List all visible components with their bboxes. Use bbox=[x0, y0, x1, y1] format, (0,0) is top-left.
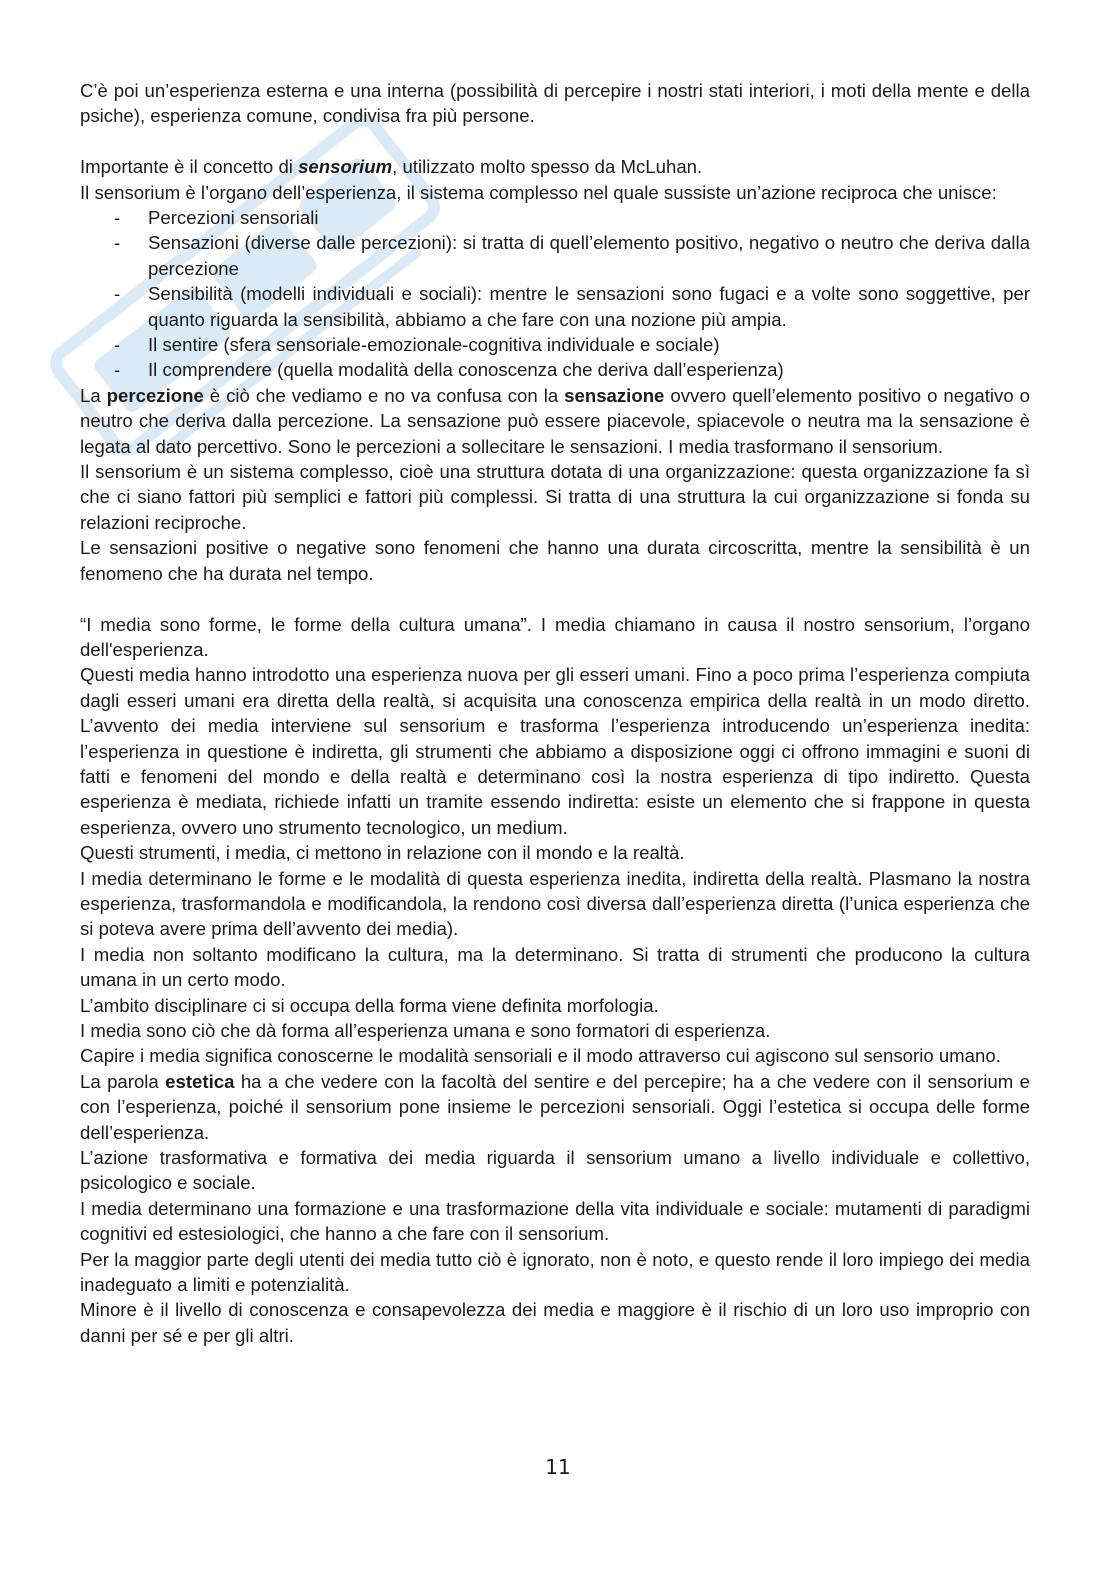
text-run: ovvero quell’elemento positivo o negativo o neutro che deriva dalla percezione. La sensazione può essere piacevole, spiacevole o neutra ma la sensazione è legata al dato percettivo. Sono le percezioni a sollecitare le sensazioni. I media trasformano il sensorium. bbox=[80, 384, 1030, 457]
text-run: La bbox=[80, 384, 107, 406]
paragraph: I media sono ciò che dà forma all’esperienza umana e sono formatori di esperienza. bbox=[80, 1020, 771, 1041]
text-run: ha a che vedere con la facoltà del sentire e del percepire; ha a che vedere con il sensorium e con l’esperienza, poiché il sensorium pone insieme le percezioni sensoriali. Oggi l’estetica si occupa delle forme dell’esperienza. bbox=[80, 1070, 1030, 1143]
paragraph: Le sensazioni positive o negative sono fenomeni che hanno una durata circoscritta, mentre la sensibilità è un fenomeno che ha durata nel tempo. bbox=[80, 537, 1030, 584]
paragraph-estetica bbox=[80, 1069, 1030, 1145]
text-run: è ciò che vediamo e no va confusa con la bbox=[203, 384, 565, 406]
text-run: , utilizzato molto spesso da McLuhan. bbox=[392, 156, 703, 178]
paragraph-perception bbox=[80, 383, 1030, 459]
paragraph: Il sensorium è l’organo dell’esperienza, il sistema complesso nel quale sussiste un’azione reciproca che unisce: bbox=[80, 181, 997, 203]
sensorium-components-list bbox=[80, 205, 1030, 383]
term-percezione: percezione bbox=[106, 384, 204, 406]
term-estetica: estetica bbox=[165, 1070, 235, 1092]
term-sensazione: sensazione bbox=[564, 384, 665, 406]
paragraph: L’ambito disciplinare ci si occupa della forma viene definita morfologia. bbox=[80, 994, 659, 1016]
paragraph-gap bbox=[80, 129, 1030, 154]
paragraph: I media determinano una formazione e una trasformazione della vita individuale e sociale: mutamenti di paradigmi cognitivi ed estesiologici, che hanno a che fare con il sensorium. bbox=[80, 1197, 1030, 1245]
paragraph: Questi media hanno introdotto una esperienza nuova per gli esseri umani. Fino a poco prima l’esperienza compiuta dagli esseri umani era diretta della realtà, si acquisita una conoscenza empirica della realtà in un modo diretto. L’avvento dei media interviene sul sensorium e trasforma l’esperienza introducendo un’esperienza inedita: l’esperienza in questione è indiretta, gli strumenti che abbiamo a disposizione oggi ci offrono immagini e suoni di fatti e fenomeni del mondo e della realtà e determinano così la nostra esperienza di tipo indiretto. Questa esperienza è mediata, richiede infatti un tramite essendo indiretta: esiste un elemento che si frappone in questa esperienza, ovvero uno strumento tecnologico, un medium. bbox=[80, 664, 1030, 838]
list-item: - Il sentire (sfera sensoriale-emozionale-cognitiva individuale e sociale) bbox=[80, 332, 1030, 357]
paragraph-gap bbox=[80, 586, 1030, 611]
paragraph: Minore è il livello di conoscenza e consapevolezza dei media e maggiore è il rischio di un loro uso improprio con danni per sé e per gli altri. bbox=[80, 1299, 1030, 1346]
paragraph: I media non soltanto modificano la cultura, ma la determinano. Si tratta di strumenti che producono la cultura umana in un certo modo. bbox=[80, 943, 1030, 991]
paragraph: Il sensorium è un sistema complesso, cioè una struttura dotata di una organizzazione: questa organizzazione fa sì che ci siano fattori più semplici e fattori più complessi. Si tratta di una struttura la cui organizzazione si fonda su relazioni reciproche. bbox=[80, 461, 1030, 533]
term-sensorium: sensorium bbox=[298, 156, 393, 178]
paragraph-quote: “I media sono forme, le forme della cultura umana”. I media chiamano in causa il nostro sensorium, l’organo dell'esperienza. bbox=[80, 613, 1030, 660]
paragraph-sensorium-intro bbox=[80, 154, 1030, 179]
text-run: Importante è il concetto di bbox=[80, 156, 299, 178]
paragraph: Questi strumenti, i media, ci mettono in relazione con il mondo e la realtà. bbox=[80, 842, 685, 864]
list-item: - Percezioni sensoriali bbox=[80, 205, 1030, 230]
paragraph: Capire i media significa conoscerne le modalità sensoriali e il modo attraverso cui agiscono sul sensorio umano. bbox=[80, 1045, 1001, 1067]
list-item: - Sensibilità (modelli individuali e sociali): mentre le sensazioni sono fugaci e a volte sono soggettive, per quanto riguarda la sensibilità, abbiamo a che fare con una nozione più ampia. bbox=[80, 281, 1030, 332]
list-item: - Il comprendere (quella modalità della conoscenza che deriva dall’esperienza) bbox=[80, 357, 1030, 382]
paragraph: C’è poi un’esperienza esterna e una interna (possibilità di percepire i nostri stati interiori, i moti della mente e della psiche), esperienza comune, condivisa fra più persone. bbox=[80, 80, 1030, 127]
list-item: - Sensazioni (diverse dalle percezioni): si tratta di quell’elemento positivo, negativo o neutro che deriva dalla percezione bbox=[80, 230, 1030, 281]
text-run: La parola bbox=[80, 1070, 166, 1092]
page-number: 11 bbox=[545, 1455, 571, 1479]
paragraph: I media determinano le forme e le modalità di questa esperienza inedita, indiretta della realtà. Plasmano la nostra esperienza, trasformandola e modificandola, la rendono così diversa dall’esperienza diretta (l’unica esperienza che si poteva avere prima dell’avvento dei media). bbox=[80, 867, 1030, 940]
document-page bbox=[80, 78, 1030, 1348]
paragraph: Per la maggior parte degli utenti dei media tutto ciò è ignorato, non è noto, e questo rende il loro impiego dei media inadeguato a limiti e potenzialità. bbox=[80, 1248, 1030, 1296]
paragraph: L’azione trasformativa e formativa dei media riguarda il sensorium umano a livello individuale e collettivo, psicologico e sociale. bbox=[80, 1147, 1030, 1194]
